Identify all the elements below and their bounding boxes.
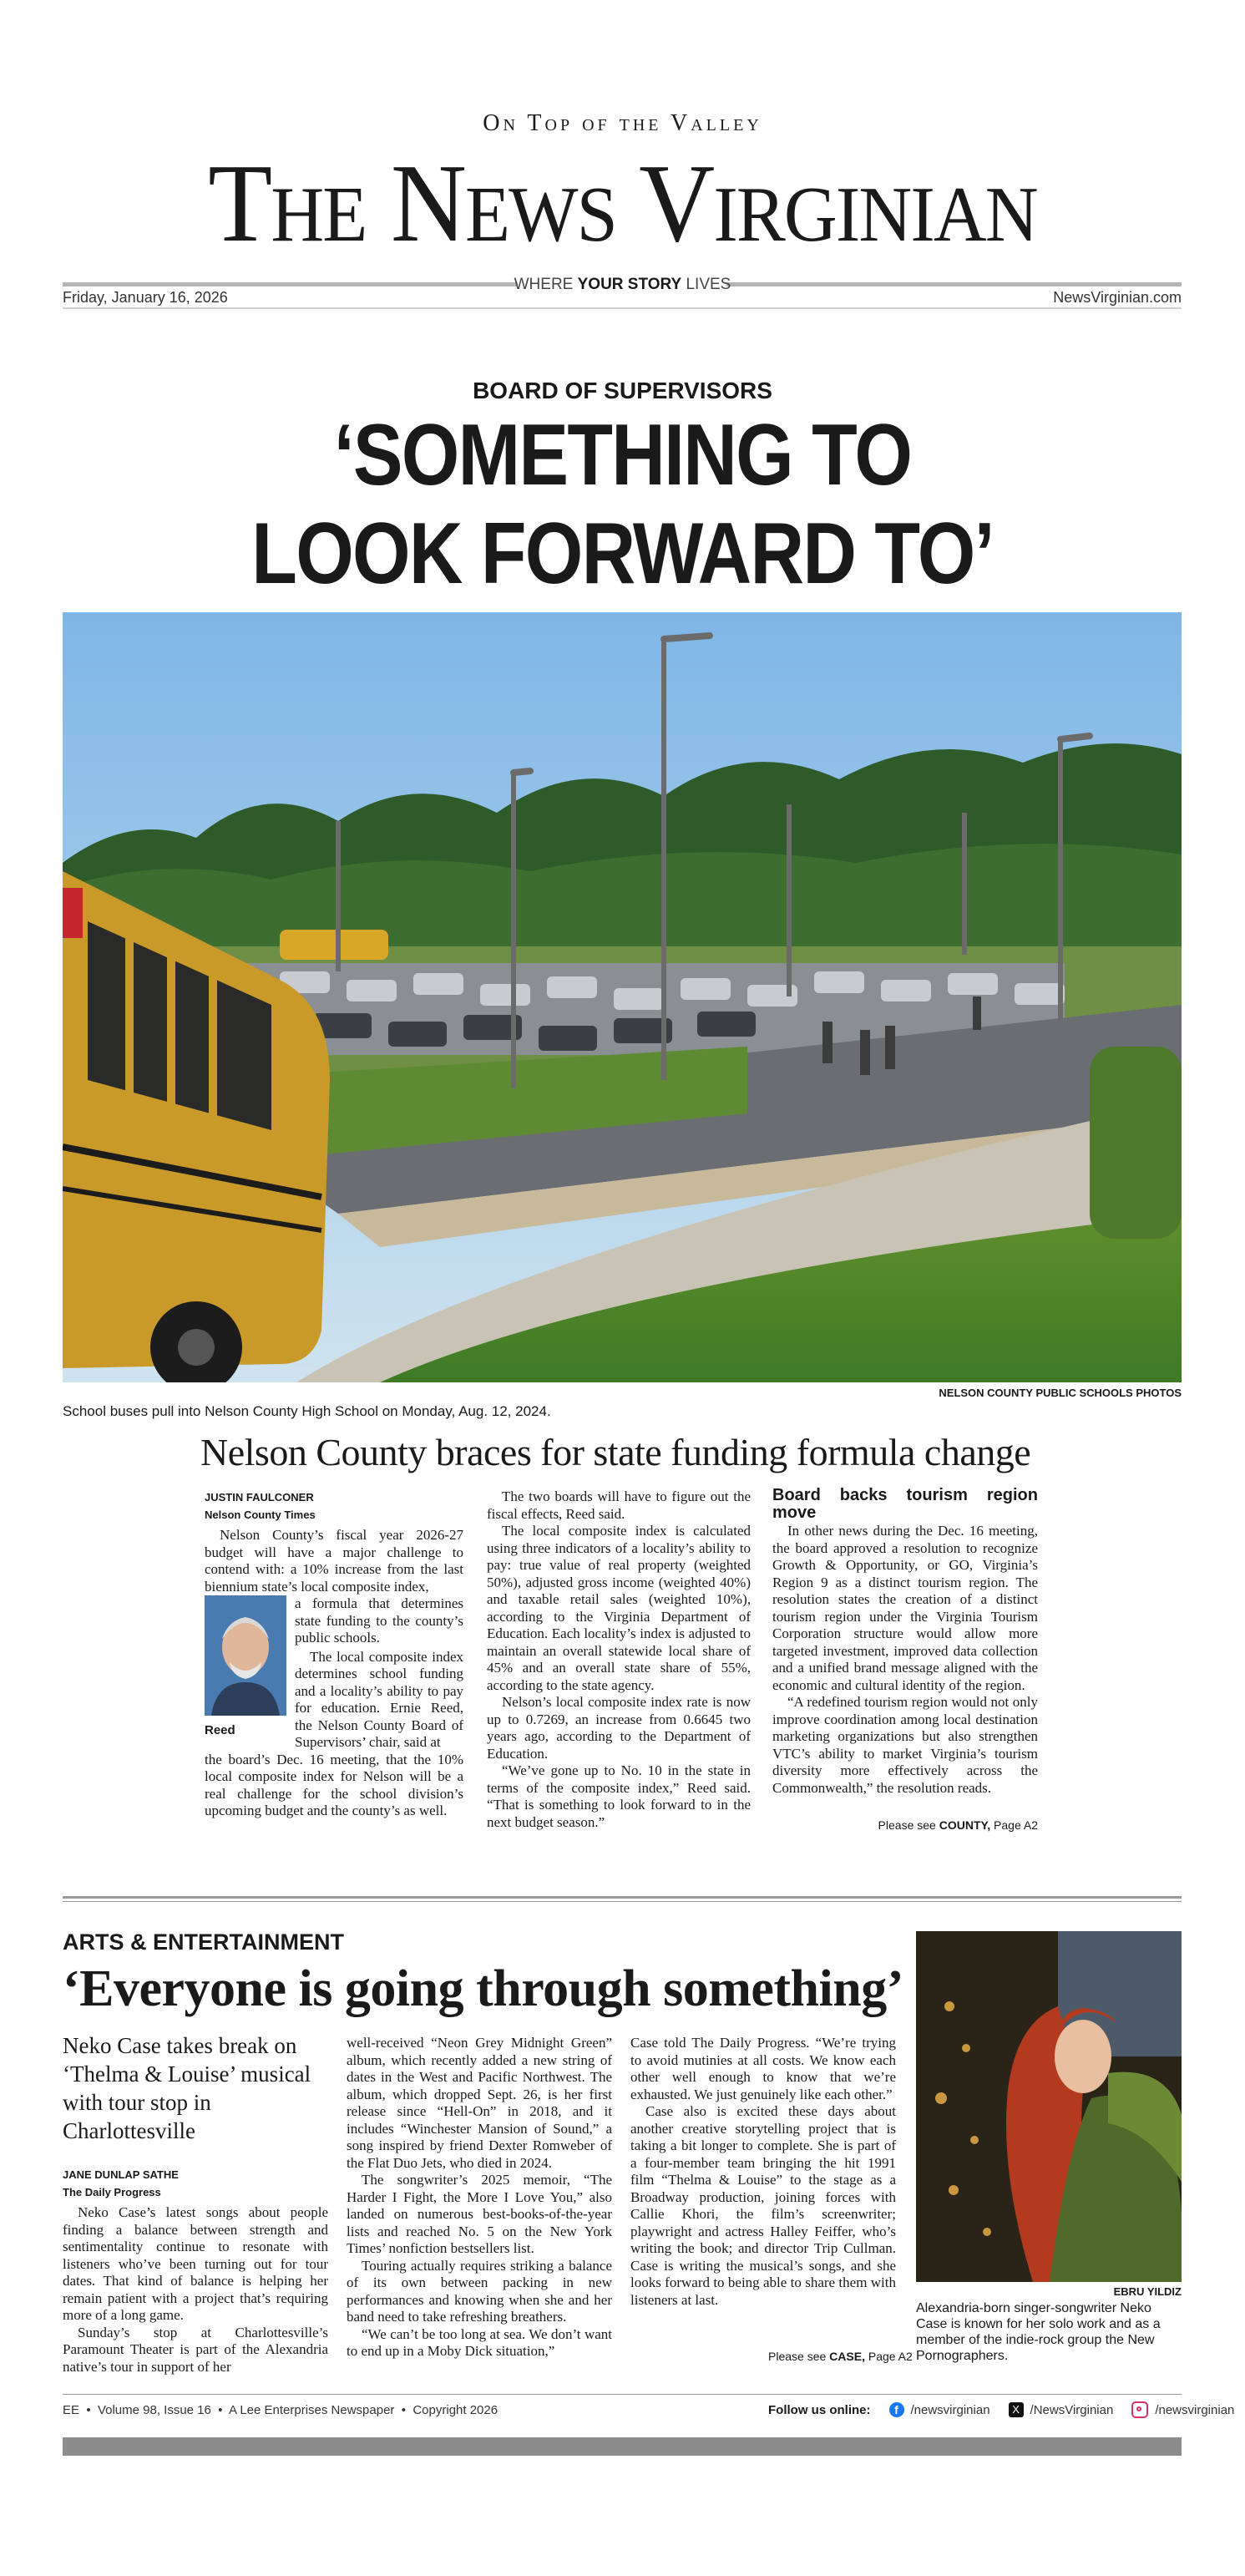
footer-edition: EE	[63, 2403, 80, 2417]
lead-col2-p4: “We’ve gone up to No. 10 in the state in terms of the composite index,” Reed said. “That is something to look forward to in the next budget season.”	[487, 1762, 751, 1830]
neko-case-photo-illustration	[916, 1931, 1182, 2282]
footer-copyright: Copyright 2026	[412, 2403, 499, 2417]
arts-col2-p1: well-received “Neon Grey Midnight Green” album, which recently added a new string of dates in the West and Pacific Northwest. The album, which dropped Sept. 26, is her first release since “Hell-On” in 2018, and it includes “Winchester Mansion of Sound,” a song inspired by friend Dexter Romweber of the Flat Duo Jets, who died in 2024.	[347, 2035, 612, 2171]
footer-bar	[63, 2437, 1182, 2456]
lead-col3-p1: In other news during the Dec. 16 meeting, the board approved a resolution to recognize Growth & Opportunity, or GO, Virginia’s Region 9 as a distinct tourism region. The resolution states the creation of a distinct tourism region under the Virginia Tourism Corporation structure would allow more targeted investment, improved data collection and a unified brand message aligned with the economic and cultural identity of the region.	[772, 1523, 1038, 1693]
website-link[interactable]: NewsVirginian.com	[1053, 289, 1182, 306]
arts-column-3	[630, 2035, 896, 2309]
lead-byline-org: Nelson County Times	[205, 1508, 316, 1521]
arts-deck: Neko Case takes break on ‘Thelma & Louise’ musical with tour stop in Charlottesville	[63, 2033, 311, 2143]
lead-column-1	[205, 1489, 463, 1820]
lead-headline-line1: ‘SOMETHING TO	[333, 407, 912, 504]
arts-column-1	[63, 2167, 328, 2376]
lead-column-2	[487, 1488, 751, 1831]
arts-byline-org: The Daily Progress	[63, 2185, 161, 2198]
follow-label: Follow us online:	[768, 2402, 871, 2417]
lead-col1-p2-wrap: The local composite index determines school funding and a locality’s ability to pay for education. Ernie Reed, the Nelson County Board of Supervisors’ chair, said at	[295, 1648, 463, 1750]
arts-jump[interactable]: Please see CASE, Page A2	[768, 2350, 913, 2363]
masthead-tagline: On Top of the Valley	[483, 110, 762, 136]
lead-col2-p2: The local composite index is calculated using three indicators of a locality’s ability to pay: true value of real property (weighted 50%), adjusted gross income (weighted 40%) and taxable retail sales (weighted 10%), according to the Virginia Department of Education. Each locality’s index is adjusted to maintain an overall statewide local share of 45% and an overall state share of 55%, according to the state agency.	[487, 1523, 751, 1693]
arts-headline[interactable]: ‘Everyone is going through something’	[63, 1960, 903, 2017]
lead-photo-caption: School buses pull into Nelson County High School on Monday, Aug. 12, 2024.	[63, 1403, 551, 1419]
footer-info: EE • Volume 98, Issue 16 • A Lee Enterprises Newspaper • Copyright 2026	[63, 2403, 499, 2417]
arts-photo-credit: EBRU YILDIZ	[1113, 2285, 1182, 2298]
lead-subhead[interactable]: Nelson County braces for state funding formula change	[200, 1431, 1031, 1473]
arts-kicker: ARTS & ENTERTAINMENT	[63, 1929, 344, 1955]
lead-col2-p1: The two boards will have to figure out the fiscal effects, Reed said.	[487, 1488, 751, 1522]
school-bus-photo-illustration	[63, 612, 1182, 1382]
arts-col2-p3: Touring actually requires striking a balance of its own between packing in new performances and knowing when she and her band need to take refreshing breathers.	[347, 2257, 612, 2325]
facebook-icon[interactable]: f	[889, 2402, 904, 2417]
issue-date: Friday, January 16, 2026	[63, 289, 228, 306]
arts-byline: JANE DUNLAP SATHE	[63, 2168, 179, 2181]
arts-col3-p1: Case told The Daily Progress. “We’re trying to avoid mutinies at all costs. We know each other well enough to know that we’re exhausted. We just genuinely like each other.”	[630, 2035, 896, 2102]
instagram-link[interactable]: /newsvirginian	[1155, 2402, 1235, 2417]
footer-rule	[63, 2394, 1182, 2395]
lead-col3-p2: “A redefined tourism region would not only improve coordination among local destination marketing organizations but also strengthen VTC’s ability to market Virginia’s tourism diversity more effectively across the Commonwealth,” the resolution reads.	[772, 1694, 1038, 1796]
lead-jump[interactable]: Please see COUNTY, Page A2	[878, 1818, 1038, 1832]
footer-volume: Volume 98, Issue 16	[97, 2403, 211, 2417]
masthead-title: The News Virginian	[208, 141, 1037, 265]
arts-col1-p2: Sunday’s stop at Charlottesville’s Paramount Theater is part of the Alexandria native’s tour in support of her	[63, 2324, 328, 2375]
lead-kicker: BOARD OF SUPERVISORS	[473, 378, 772, 403]
social-links	[768, 2401, 1234, 2418]
arts-col2-p4: “We can’t be too long at sea. We don’t want to end up in a Moby Dick situation,”	[347, 2325, 612, 2359]
lead-col1-p2-rest: the board’s Dec. 16 meeting, that the 10% local composite index for Nelson will be a real challenge for the school division’s upcoming budget and the county’s as well.	[205, 1751, 463, 1818]
lead-col1-wrap: a formula that determines state funding to the county’s public schools.	[295, 1595, 463, 1645]
lead-headline-line2: LOOK FORWARD TO’	[251, 505, 994, 602]
lead-photo[interactable]	[63, 612, 1182, 1382]
arts-col3-p2: Case also is excited these days about another creative storytelling project that is taking a bit longer to complete. She is part of a four-member team bringing the hit 1991 film “Thelma & Louise” to the stage as a Broadway production, joining forces with Callie Khori, the film’s screenwriter; playwright and actress Halley Feiffer, who’s writing the book; and director Trip Cullman. Case is writing the musical’s songs, and she looks forward to being able to share them with listeners at last.	[630, 2103, 896, 2308]
masthead-slogan: WHERE YOUR STORY LIVES	[514, 276, 731, 293]
lead-col1-intro: Nelson County’s fiscal year 2026-27 budget will have a major challenge to contend with: a 10% increase from the last biennium state’s local composite index,	[205, 1527, 463, 1595]
lead-col2-p3: Nelson’s local composite index rate is now up to 0.7269, an increase from 0.6645 two years ago, according to the Department of Education.	[487, 1694, 751, 1762]
footer-publisher: A Lee Enterprises Newspaper	[228, 2403, 395, 2417]
lead-col3-head: Board backs tourism region move	[772, 1486, 1038, 1522]
arts-col2-p2: The songwriter’s 2025 memoir, “The Harder I Fight, the More I Love You,” also landed on numerous best-books-of-the-year lists and reached No. 5 on the New York Times’ nonfiction bestsellers list.	[347, 2172, 612, 2256]
arts-photo-caption: Alexandria-born singer-songwriter Neko Case is known for her solo work and as a member of the indie-rock group the New Pornographers.	[916, 2301, 1161, 2363]
x-icon[interactable]: X	[1009, 2402, 1024, 2417]
arts-col1-p1: Neko Case’s latest songs about people finding a balance between strength and sentimentality continue to resonate with listeners who’ve been turning out for tour dates. That kind of balance is helping her remain patient with a project that’s requiring more of a long game.	[63, 2204, 328, 2323]
arts-column-2	[347, 2035, 612, 2360]
lead-photo-credit: NELSON COUNTY PUBLIC SCHOOLS PHOTOS	[939, 1387, 1182, 1399]
lead-byline: JUSTIN FAULCONER	[205, 1491, 314, 1504]
reed-mug	[205, 1595, 286, 1752]
arts-photo[interactable]	[916, 1931, 1182, 2282]
reed-portrait	[205, 1595, 286, 1716]
x-link[interactable]: /NewsVirginian	[1030, 2402, 1114, 2417]
masthead-underline	[63, 307, 1182, 309]
section-divider	[63, 1896, 1182, 1902]
lead-headline[interactable]	[87, 406, 1157, 603]
mug-label: Reed	[205, 1722, 235, 1737]
instagram-icon[interactable]	[1131, 2401, 1148, 2418]
facebook-link[interactable]: /newsvirginian	[910, 2402, 990, 2417]
lead-column-3	[772, 1487, 1038, 1797]
